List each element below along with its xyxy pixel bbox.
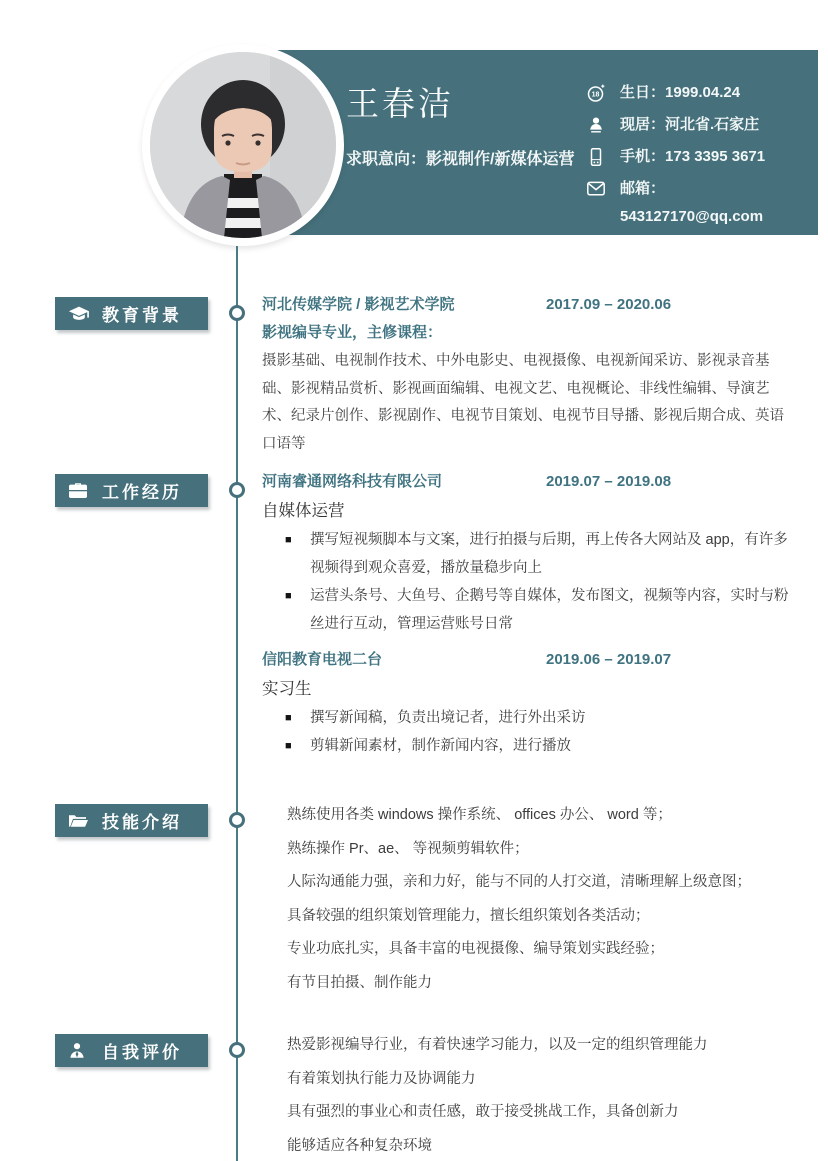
contact-label: 现居： — [620, 116, 666, 133]
section-title: 技能介绍 — [102, 813, 182, 832]
job-bullet — [262, 582, 796, 638]
company-name: 河南睿通网络科技有限公司 — [262, 473, 443, 490]
section-header-education — [55, 297, 208, 330]
education-dates: 2017.09 – 2020.06 — [546, 296, 672, 313]
job-dates: 2019.06 – 2019.07 — [546, 651, 672, 668]
self-evaluation-item: 具有强烈的事业心和责任感，敢于接受挑战工作，具备创新力 — [287, 1104, 679, 1120]
contact-row-birthday — [586, 82, 808, 103]
contact-value: 1999.04.24 — [665, 84, 741, 101]
job-role: 实习生 — [262, 680, 312, 698]
job-entry — [262, 646, 796, 760]
skill-item: 有节目拍摄、制作能力 — [287, 974, 432, 991]
person-icon — [68, 1041, 90, 1061]
skills-content — [287, 799, 802, 1000]
contact-row-email — [586, 178, 808, 227]
course-list: 摄影基础、电视制作技术、中外电影史、电视摄像、电视新闻采访、影视录音基础、影视精品赏析、影视画面编辑、电视文艺、电视概论、非线性编辑、导演艺术、纪录片创作、影视剧作、电视节目策划、电视节目导播、影视后期合成、英语口语等 — [262, 353, 784, 452]
job-intention: 求职意向：影视制作/新媒体运营 — [346, 151, 575, 168]
contact-label: 手机： — [620, 148, 666, 165]
bullet-text: 运营头条号、大鱼号、企鹅号等自媒体，发布图文，视频等内容，实时与粉丝进行互动，管理运营账号日常 — [310, 588, 789, 632]
education-content — [262, 291, 796, 458]
company-name: 信阳教育电视二台 — [262, 651, 383, 668]
job-bullet — [262, 732, 796, 760]
self-evaluation-item: 能够适应各种复杂环境 — [287, 1137, 432, 1154]
graduation-cap-icon — [68, 304, 90, 324]
timeline-node-education — [229, 305, 245, 321]
school-name: 河北传媒学院 / 影视艺术学院 — [262, 296, 455, 313]
skill-item: 具备较强的组织策划管理能力，擅长组织策划各类活动； — [287, 907, 650, 924]
bullet-square-icon: ■ — [285, 534, 292, 546]
section-title: 工作经历 — [102, 483, 182, 502]
skill-item: 熟练使用各类 windows 操作系统、 offices 办公、 word 等； — [287, 807, 672, 823]
major-line: 影视编导专业，主修课程： — [262, 324, 443, 341]
mail-icon — [586, 179, 606, 199]
bullet-text: 撰写短视频脚本与文案，进行拍摄与后期，再上传各大网站及 app，有许多视频得到观众喜爱，播放量稳步向上 — [310, 532, 788, 576]
bullet-text: 剪辑新闻素材，制作新闻内容，进行播放 — [310, 738, 571, 754]
timeline-node-skills — [229, 812, 245, 828]
portrait-illustration — [150, 52, 336, 238]
contact-value: 173 3395 3671 — [665, 148, 766, 165]
svg-text:18: 18 — [591, 91, 600, 99]
self-evaluation-content — [287, 1029, 802, 1161]
self-evaluation-item: 热爱影视编导行业，有着快速学习能力，以及一定的组织管理能力 — [287, 1037, 708, 1053]
contact-label: 邮箱： — [620, 180, 666, 197]
candidate-name: 王春洁 — [346, 85, 454, 122]
timeline-node-selfeval — [229, 1042, 245, 1058]
timeline-line — [236, 246, 238, 1161]
section-title: 教育背景 — [102, 306, 182, 325]
job-bullet — [262, 704, 796, 732]
contact-label: 生日： — [620, 84, 666, 101]
work-content — [262, 468, 796, 760]
birthday-icon — [586, 83, 606, 103]
section-header-work — [55, 474, 208, 507]
profile-photo — [150, 52, 336, 238]
contact-row-phone — [586, 146, 808, 167]
profile-photo-ring — [142, 44, 344, 246]
skill-item: 专业功底扎实，具备丰富的电视摄像、编导策划实践经验； — [287, 941, 664, 957]
skill-item: 熟练操作 Pr、ae、 等视频剪辑软件； — [287, 840, 529, 857]
job-dates: 2019.07 – 2019.08 — [546, 473, 672, 490]
contact-row-location — [586, 114, 808, 135]
section-title: 自我评价 — [102, 1043, 182, 1062]
contact-value-email: 543127170@qq.com — [620, 208, 764, 225]
job-bullet — [262, 526, 796, 582]
timeline-node-work — [229, 482, 245, 498]
phone-icon — [586, 147, 606, 167]
contact-block — [586, 82, 808, 238]
briefcase-icon — [68, 481, 90, 501]
section-header-skills — [55, 804, 208, 837]
folder-icon — [68, 811, 90, 831]
bullet-square-icon: ■ — [285, 712, 292, 724]
bullet-square-icon: ■ — [285, 740, 292, 752]
location-person-icon — [586, 115, 606, 135]
skill-item: 人际沟通能力强，亲和力好，能与不同的人打交道，清晰理解上级意图； — [287, 874, 751, 890]
contact-value: 河北省.石家庄 — [665, 116, 760, 133]
section-header-selfeval — [55, 1034, 208, 1067]
bullet-text: 撰写新闻稿，负责出境记者，进行外出采访 — [310, 710, 586, 726]
self-evaluation-item: 有着策划执行能力及协调能力 — [287, 1070, 476, 1087]
job-role: 自媒体运营 — [262, 502, 345, 520]
bullet-square-icon: ■ — [285, 590, 292, 602]
